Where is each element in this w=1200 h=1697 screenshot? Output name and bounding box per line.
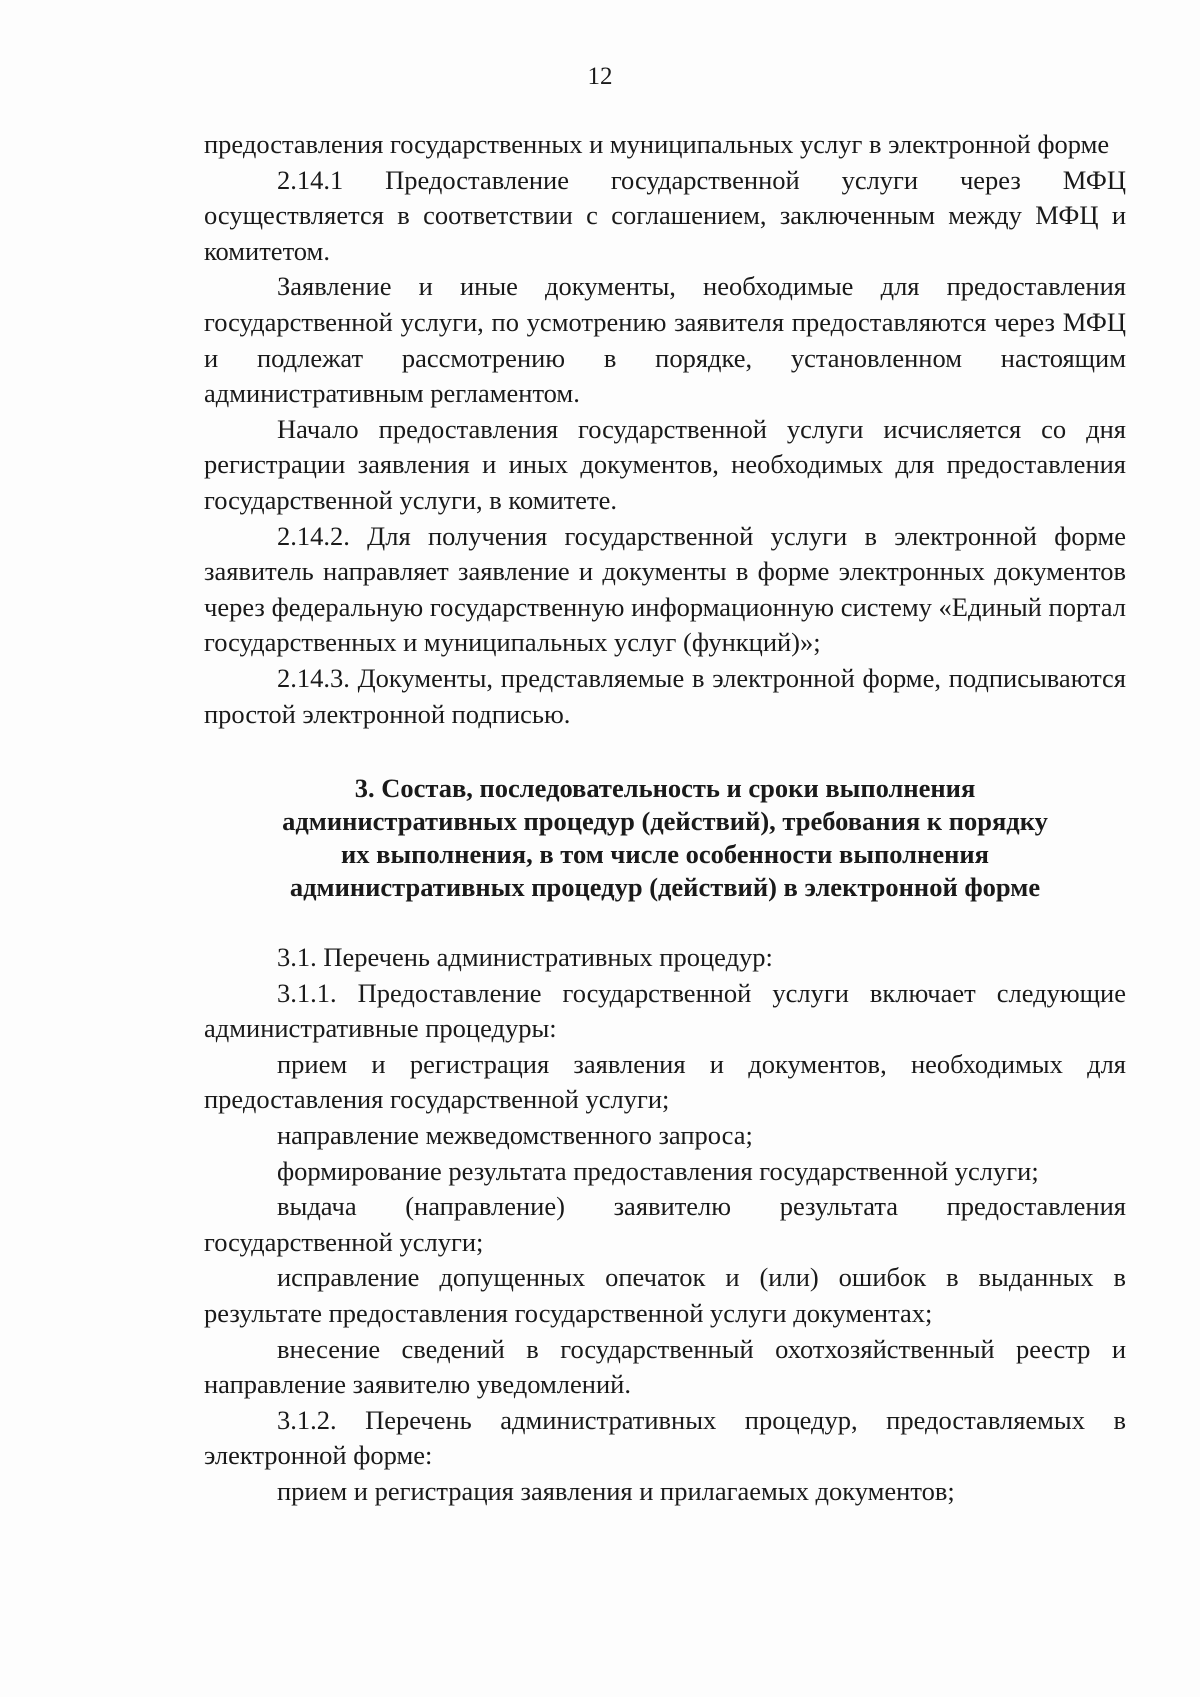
list-item-procedure: направление межведомственного запроса; bbox=[277, 1120, 753, 1151]
paragraph-3-1: 3.1. Перечень административных процедур: bbox=[277, 942, 773, 973]
paragraph-service-start: Начало предоставления государственной услуги исчисляется со дня регистрации заявления и иных документов, необходимых для предоставления государственной услуги, в комитете. bbox=[204, 413, 1126, 515]
list-item-procedure: внесение сведений в государственный охотхозяйственный реестр и направление заявителю уведомлений. bbox=[204, 1333, 1126, 1400]
list-item-procedure: исправление допущенных опечаток и (или) ошибок в выданных в результате предоставления государственной услуги документах; bbox=[204, 1262, 1126, 1329]
paragraph-3-1-2: 3.1.2. Перечень административных процедур, предоставляемых в электронной форме: bbox=[204, 1404, 1126, 1471]
paragraph-2-14-1: 2.14.1 Предоставление государственной услуги через МФЦ осуществляется в соответствии с соглашением, заключенным между МФЦ и комитетом. bbox=[204, 164, 1126, 266]
heading-line: административных процедур (действий) в электронной форме bbox=[289, 872, 1041, 903]
paragraph-2-14-3: 2.14.3. Документы, представляемые в электронной форме, подписываются простой электронной подписью. bbox=[204, 662, 1126, 729]
paragraph-application-via-mfc: Заявление и иные документы, необходимые для предоставления государственной услуги, по усмотрению заявителя предоставляются через МФЦ и подлежат рассмотрению в порядке, установленном настоящим административным регламентом. bbox=[204, 271, 1126, 409]
list-item-procedure: формирование результата предоставления государственной услуги; bbox=[277, 1155, 1039, 1186]
page-number: 12 bbox=[587, 63, 613, 90]
paragraph-3-1-1: 3.1.1. Предоставление государственной услуги включает следующие административные процедуры: bbox=[204, 977, 1126, 1044]
list-item-procedure: выдача (направление) заявителю результата предоставления государственной услуги; bbox=[204, 1191, 1126, 1257]
paragraph-continuation: предоставления государственных и муниципальных услуг в электронной форме bbox=[204, 129, 1110, 159]
heading-line: их выполнения, в том числе особенности выполнения bbox=[341, 839, 989, 870]
list-item-electronic-procedure: прием и регистрация заявления и прилагаемых документов; bbox=[277, 1476, 955, 1506]
paragraph-2-14-2: 2.14.2. Для получения государственной услуги в электронной форме заявитель направляет заявление и документы в форме электронных документов через федеральную государственную информационную систему «Единый портал государственных и муниципальных услуг (функций)»; bbox=[204, 520, 1126, 658]
heading-line: 3. Состав, последовательность и сроки выполнения bbox=[354, 773, 976, 804]
section-3-heading bbox=[204, 772, 1126, 904]
list-item-procedure: прием и регистрация заявления и документов, необходимых для предоставления государственной услуги; bbox=[204, 1048, 1126, 1115]
document-body bbox=[204, 127, 1126, 1510]
heading-line: административных процедур (действий), требования к порядку bbox=[282, 806, 1048, 837]
